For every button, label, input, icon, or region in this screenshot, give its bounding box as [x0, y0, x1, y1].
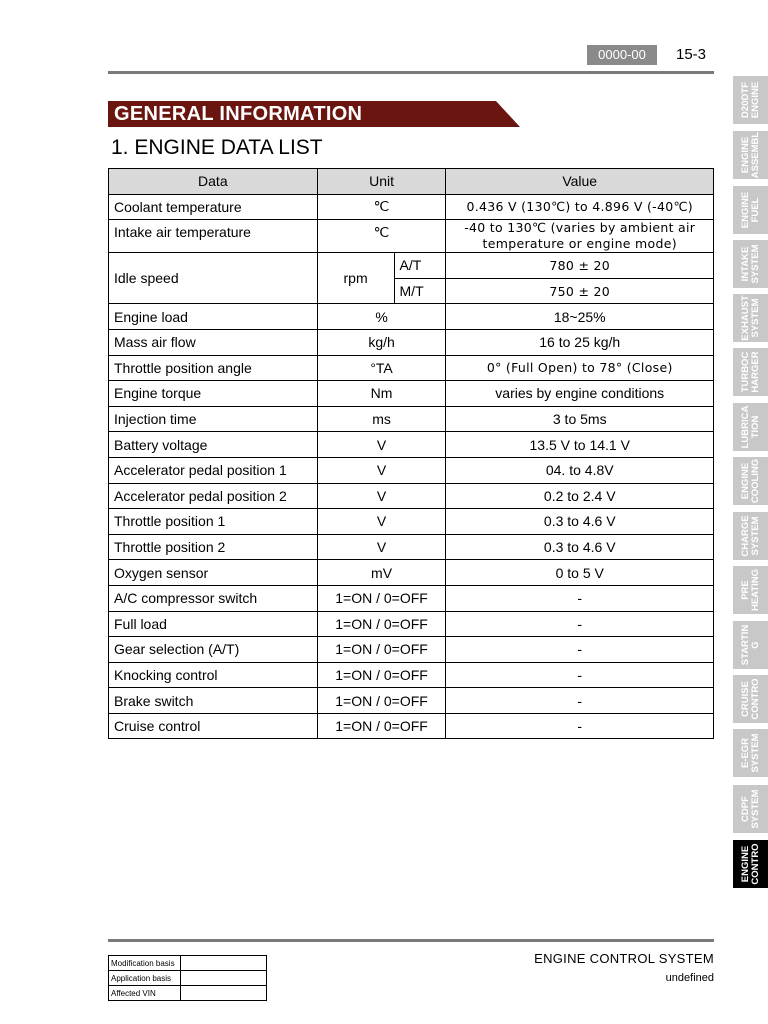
table-row — [109, 585, 714, 611]
header-value: Value — [446, 169, 714, 195]
table-header-row — [109, 169, 714, 195]
tab-label: LUBRICA TION — [739, 405, 761, 449]
application-basis-value — [181, 971, 267, 986]
data-cell: Cruise control — [109, 713, 318, 739]
tab-engine-assembly[interactable] — [733, 131, 768, 179]
data-cell: Throttle position angle — [109, 355, 318, 381]
table-row — [109, 432, 714, 458]
value-cell: 0 to 5 V — [446, 560, 714, 586]
data-cell: A/C compressor switch — [109, 585, 318, 611]
unit-cell: ℃ — [317, 194, 446, 220]
engine-data-table — [108, 168, 714, 739]
modification-basis-label: Modification basis — [109, 956, 181, 971]
unit-cell: kg/h — [317, 329, 446, 355]
unit-cell: 1=ON / 0=OFF — [317, 662, 446, 688]
tab-label: ENGINE ASSEMBL — [739, 131, 761, 179]
unit-cell: 1=ON / 0=OFF — [317, 688, 446, 714]
unit-cell: 1=ON / 0=OFF — [317, 611, 446, 637]
tab-engine-fuel[interactable] — [733, 186, 768, 234]
value-cell: 0° (Full Open) to 78° (Close) — [446, 355, 714, 381]
data-cell: Gear selection (A/T) — [109, 637, 318, 663]
section-title: GENERAL INFORMATION — [114, 103, 363, 125]
tab-label: STARTIN G — [739, 624, 761, 666]
unit-cell: mV — [317, 560, 446, 586]
tab-label: ENGINE FUEL — [739, 191, 761, 229]
unit-cell: V — [317, 509, 446, 535]
tab-label: EXHAUST SYSTEM — [739, 295, 761, 341]
value-cell: 780 ± 20 — [446, 253, 714, 279]
table-row — [109, 329, 714, 355]
table-row — [109, 534, 714, 560]
section-banner — [108, 101, 520, 127]
data-cell: Engine load — [109, 304, 318, 330]
unit-cell: rpm — [317, 253, 394, 304]
data-cell: Battery voltage — [109, 432, 318, 458]
value-cell: 16 to 25 kg/h — [446, 329, 714, 355]
value-cell: - — [446, 637, 714, 663]
data-cell: Throttle position 2 — [109, 534, 318, 560]
tab-label: TURBOC HARGER — [739, 351, 761, 393]
data-cell: Engine torque — [109, 381, 318, 407]
tab-label: INTAKE SYSTEM — [739, 244, 761, 284]
modification-basis-value — [181, 956, 267, 971]
tab-label: ENGINE COOLING — [739, 458, 761, 504]
table-row — [109, 713, 714, 739]
data-cell: Oxygen sensor — [109, 560, 318, 586]
value-cell: - — [446, 662, 714, 688]
footer-subtitle: undefined — [665, 972, 714, 984]
value-cell: - — [446, 611, 714, 637]
tab-exhaust-system[interactable] — [733, 294, 768, 342]
table-row — [109, 406, 714, 432]
table-row — [109, 483, 714, 509]
tab-label: CHARGE SYSTEM — [739, 515, 761, 557]
unit-cell: V — [317, 483, 446, 509]
unit-cell: V — [317, 457, 446, 483]
value-cell: 3 to 5ms — [446, 406, 714, 432]
tab-intake-system[interactable] — [733, 240, 768, 288]
affected-vin-value — [181, 986, 267, 1001]
section-code-badge: 0000-00 — [587, 45, 657, 65]
header-rule — [108, 71, 714, 74]
tab-label: ENGINE CONTRO — [739, 843, 761, 885]
unit-cell: % — [317, 304, 446, 330]
table-row — [109, 304, 714, 330]
tab-starting[interactable] — [733, 621, 768, 669]
data-cell: Throttle position 1 — [109, 509, 318, 535]
value-cell: 13.5 V to 14.1 V — [446, 432, 714, 458]
tab-label: D20DTF ENGINE — [739, 81, 761, 119]
unit-cell: ms — [317, 406, 446, 432]
table-row — [109, 662, 714, 688]
data-cell: Full load — [109, 611, 318, 637]
data-cell: Knocking control — [109, 662, 318, 688]
value-cell: 750 ± 20 — [446, 278, 714, 304]
application-basis-label: Application basis — [109, 971, 181, 986]
table-row — [109, 194, 714, 220]
table-row — [109, 509, 714, 535]
tab-cdpf-system[interactable] — [733, 785, 768, 833]
tab-lubrication[interactable] — [733, 403, 768, 451]
data-cell: Brake switch — [109, 688, 318, 714]
value-cell: 18~25% — [446, 304, 714, 330]
value-cell: 0.3 to 4.6 V — [446, 509, 714, 535]
tab-e-egr-system[interactable] — [733, 729, 768, 777]
tab-pre-heating[interactable] — [733, 566, 768, 614]
unit-cell: V — [317, 432, 446, 458]
data-cell: Coolant temperature — [109, 194, 318, 220]
unit-cell: Nm — [317, 381, 446, 407]
table-row — [109, 688, 714, 714]
data-cell: Accelerator pedal position 2 — [109, 483, 318, 509]
table-row — [109, 253, 714, 279]
tab-label: CDPF SYSTEM — [739, 789, 761, 829]
table-row — [109, 637, 714, 663]
sub-label-cell: M/T — [394, 278, 446, 304]
unit-cell: 1=ON / 0=OFF — [317, 637, 446, 663]
tab-engine-control[interactable] — [733, 840, 768, 888]
tab-engine-cooling[interactable] — [733, 457, 768, 505]
data-cell: Idle speed — [109, 253, 318, 304]
unit-cell: 1=ON / 0=OFF — [317, 713, 446, 739]
tab-label: CRUISE CONTRO — [739, 678, 761, 720]
tab-charge-system[interactable] — [733, 512, 768, 560]
value-cell: - — [446, 713, 714, 739]
footer-system-name: ENGINE CONTROL SYSTEM — [534, 951, 714, 966]
unit-cell: 1=ON / 0=OFF — [317, 585, 446, 611]
modification-table — [108, 955, 267, 1001]
footer-rule — [108, 939, 714, 942]
tab-label: PRE HEATING — [739, 568, 761, 612]
value-cell: - — [446, 585, 714, 611]
unit-cell: °TA — [317, 355, 446, 381]
value-cell: 0.2 to 2.4 V — [446, 483, 714, 509]
table-row — [109, 355, 714, 381]
table-row — [109, 457, 714, 483]
table-row — [109, 560, 714, 586]
header-unit: Unit — [317, 169, 446, 195]
tab-cruise-control[interactable] — [733, 675, 768, 723]
unit-cell: V — [317, 534, 446, 560]
value-cell: 0.3 to 4.6 V — [446, 534, 714, 560]
value-cell: 04. to 4.8V — [446, 457, 714, 483]
value-cell: varies by engine conditions — [446, 381, 714, 407]
unit-cell: ℃ — [317, 220, 446, 253]
data-cell: Mass air flow — [109, 329, 318, 355]
page-title: 1. ENGINE DATA LIST — [111, 136, 323, 159]
table-row — [109, 381, 714, 407]
value-cell: - — [446, 688, 714, 714]
header-data: Data — [109, 169, 318, 195]
table-row — [109, 220, 714, 253]
table-row — [109, 611, 714, 637]
value-cell: 0.436 V (130℃) to 4.896 V (-40℃) — [446, 194, 714, 220]
tab-label: E-EGR SYSTEM — [739, 733, 761, 773]
affected-vin-label: Affected VIN — [109, 986, 181, 1001]
sub-label-cell: A/T — [394, 253, 446, 279]
tab-d20dtf-engine[interactable] — [733, 76, 768, 124]
data-cell: Accelerator pedal position 1 — [109, 457, 318, 483]
data-cell: Injection time — [109, 406, 318, 432]
tab-turbocharger[interactable] — [733, 348, 768, 396]
page-number: 15-3 — [676, 46, 707, 63]
data-cell: Intake air temperature — [109, 220, 318, 253]
value-cell: -40 to 130℃ (varies by ambient air temperature or engine mode) — [446, 220, 714, 253]
